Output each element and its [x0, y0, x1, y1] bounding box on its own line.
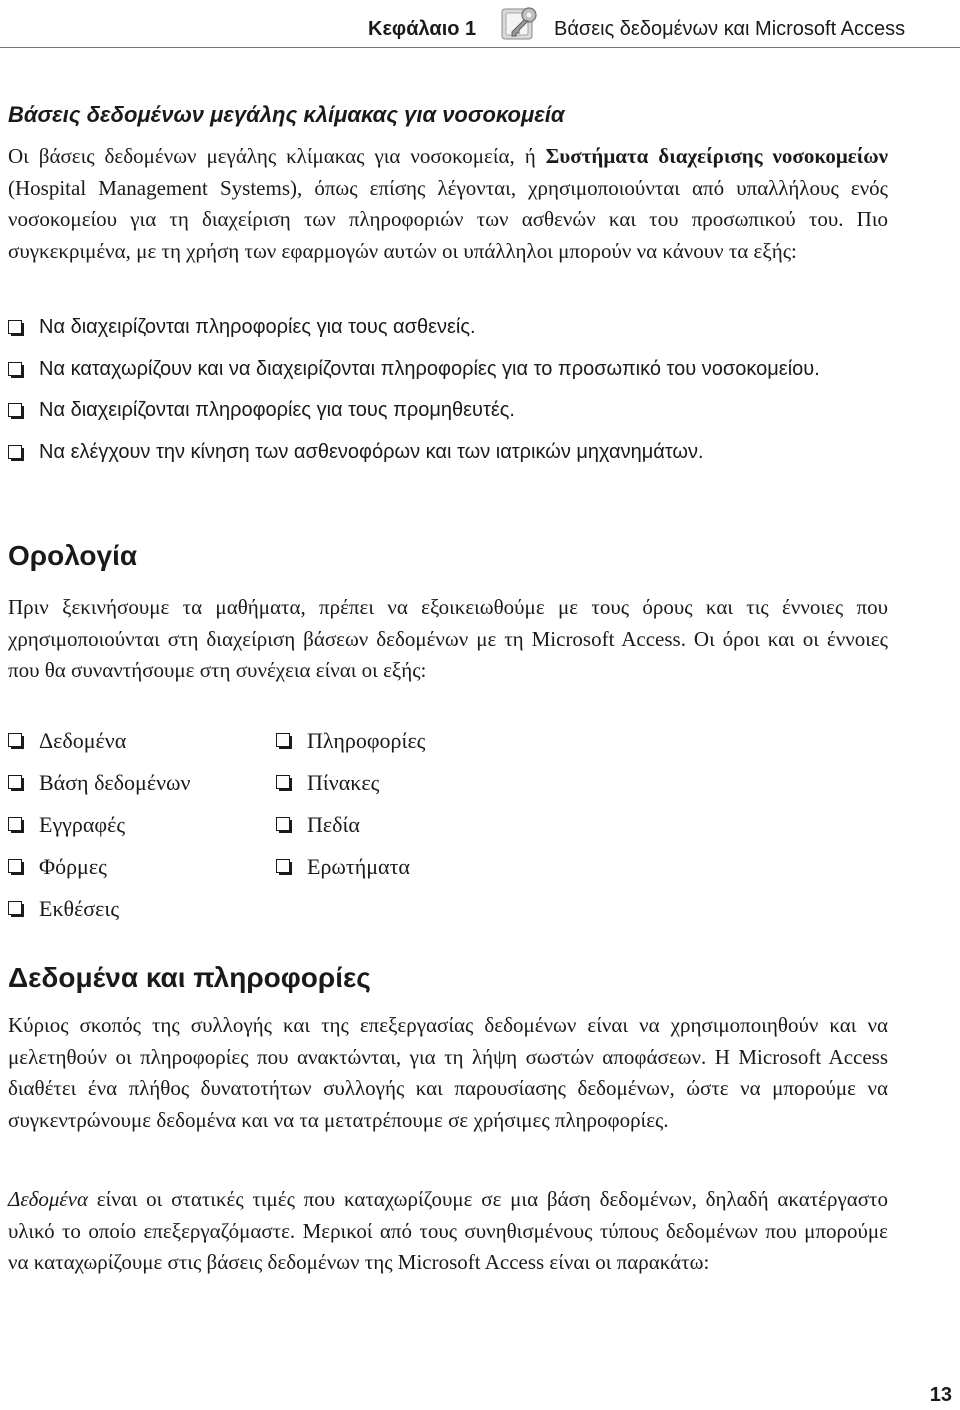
header-divider [0, 47, 960, 48]
checkbox-bullet-icon [8, 445, 22, 459]
list-item: Να διαχειρίζονται πληροφορίες για τους ασθενείς. [8, 312, 888, 344]
list-item: Εγγραφές [8, 804, 190, 846]
list-item: Να διαχειρίζονται πληροφορίες για τους προμηθευτές. [8, 395, 888, 427]
data-info-paragraph-1: Κύριος σκοπός της συλλογής και της επεξεργασίας δεδομένων είναι να χρησιμοποιηθούν και να μελετηθούν οι πληροφορίες που ανακτώνται, για τη λήψη σωστών αποφάσεων. Η Microsoft Access διαθέτει ένα πλήθος δυνατοτήτων συλλογής και παρουσίασης δεδομένων, ώστε να μπορούμε να συγκεντρώνουμε δεδομένα και να τα μετατρέπουμε σε χρήσιμες πληροφορίες. [8, 1013, 888, 1132]
checkbox-bullet-icon [8, 403, 22, 417]
checkbox-bullet-icon [8, 775, 22, 789]
checkbox-bullet-icon [276, 817, 290, 831]
intro-text-a: Οι βάσεις δεδομένων μεγάλης κλίμακας για νοσοκομεία, ή [8, 144, 546, 168]
list-item: Πεδία [276, 804, 425, 846]
chapter-subtitle: Βάσεις δεδομένων και Microsoft Access [554, 18, 906, 40]
intro-text-b: (Hospital Management Systems), όπως επίσης λέγονται, χρησιμοποιούνται από υπαλλήλους ενός νοσοκομείου για τη διαχείριση των πληροφοριών των ασθενών και του προσωπικού του. Πιο συγκεκριμένα, με τη χρήση των εφαρμογών αυτών οι υπάλληλοι μπορούν να κάνουν τα εξής: [8, 175, 888, 263]
terminology-paragraph: Πριν ξεκινήσουμε τα μαθήματα, πρέπει να εξοικειωθούμε με τους όρους και τις έννοιες που χρησιμοποιούνται στη διαχείριση βάσεων δεδομένων με τη Microsoft Access. Οι όροι και οι έννοιες που θα συναντήσουμε στη συνέχεια είναι οι εξής: [8, 595, 888, 682]
checkbox-bullet-icon [8, 901, 22, 915]
list-item: Δεδομένα [8, 720, 190, 762]
hospital-intro-paragraph [8, 141, 888, 267]
checkbox-bullet-icon [8, 859, 22, 873]
access-key-icon [500, 3, 542, 43]
list-item: Να καταχωρίζουν και να διαχειρίζονται πληροφορίες για το προσωπικό του νοσοκομείου. [8, 354, 888, 386]
data-term-italic: Δεδομένα [8, 1187, 89, 1211]
intro-bold-term: Συστήματα διαχείρισης νοσοκομείων [545, 144, 889, 168]
checkbox-bullet-icon [8, 320, 22, 334]
data-info-paragraph-2 [8, 1184, 888, 1279]
hospital-tasks-list [8, 312, 888, 468]
checkbox-bullet-icon [8, 733, 22, 747]
list-item: Βάση δεδομένων [8, 762, 190, 804]
checkbox-bullet-icon [276, 859, 290, 873]
list-item: Εκθέσεις [8, 888, 190, 930]
chapter-label: Κεφάλαιο 1 [368, 18, 477, 40]
data-definition-text: είναι οι στατικές τιμές που καταχωρίζουμε σε μια βάση δεδομένων, δηλαδή ακατέργαστο υλικό το οποίο επεξεργαζόμαστε. Μερικοί από τους συνηθισμένους τύπους δεδομένων που μπορούμε να καταχωρίζουμε στις βάσεις δεδομένων της Microsoft Access είναι οι παρακάτω: [8, 1187, 888, 1274]
terms-list [8, 720, 608, 930]
checkbox-bullet-icon [276, 775, 290, 789]
list-item: Να ελέγχουν την κίνηση των ασθενοφόρων και των ιατρικών μηχανημάτων. [8, 437, 888, 469]
list-item: Πληροφορίες [276, 720, 425, 762]
section-title-terminology: Ορολογία [8, 540, 138, 571]
list-item: Πίνακες [276, 762, 425, 804]
checkbox-bullet-icon [8, 362, 22, 376]
section-title-data-info: Δεδομένα και πληροφορίες [8, 962, 371, 993]
page-header [0, 0, 960, 48]
list-item: Φόρμες [8, 846, 190, 888]
terms-right-column [276, 720, 425, 888]
checkbox-bullet-icon [8, 817, 22, 831]
list-item: Ερωτήματα [276, 846, 425, 888]
terms-left-column [8, 720, 190, 930]
page-number: 13 [929, 1384, 952, 1406]
checkbox-bullet-icon [276, 733, 290, 747]
section-title-hospital-db: Βάσεις δεδομένων μεγάλης κλίμακας για νοσοκομεία [8, 102, 565, 127]
